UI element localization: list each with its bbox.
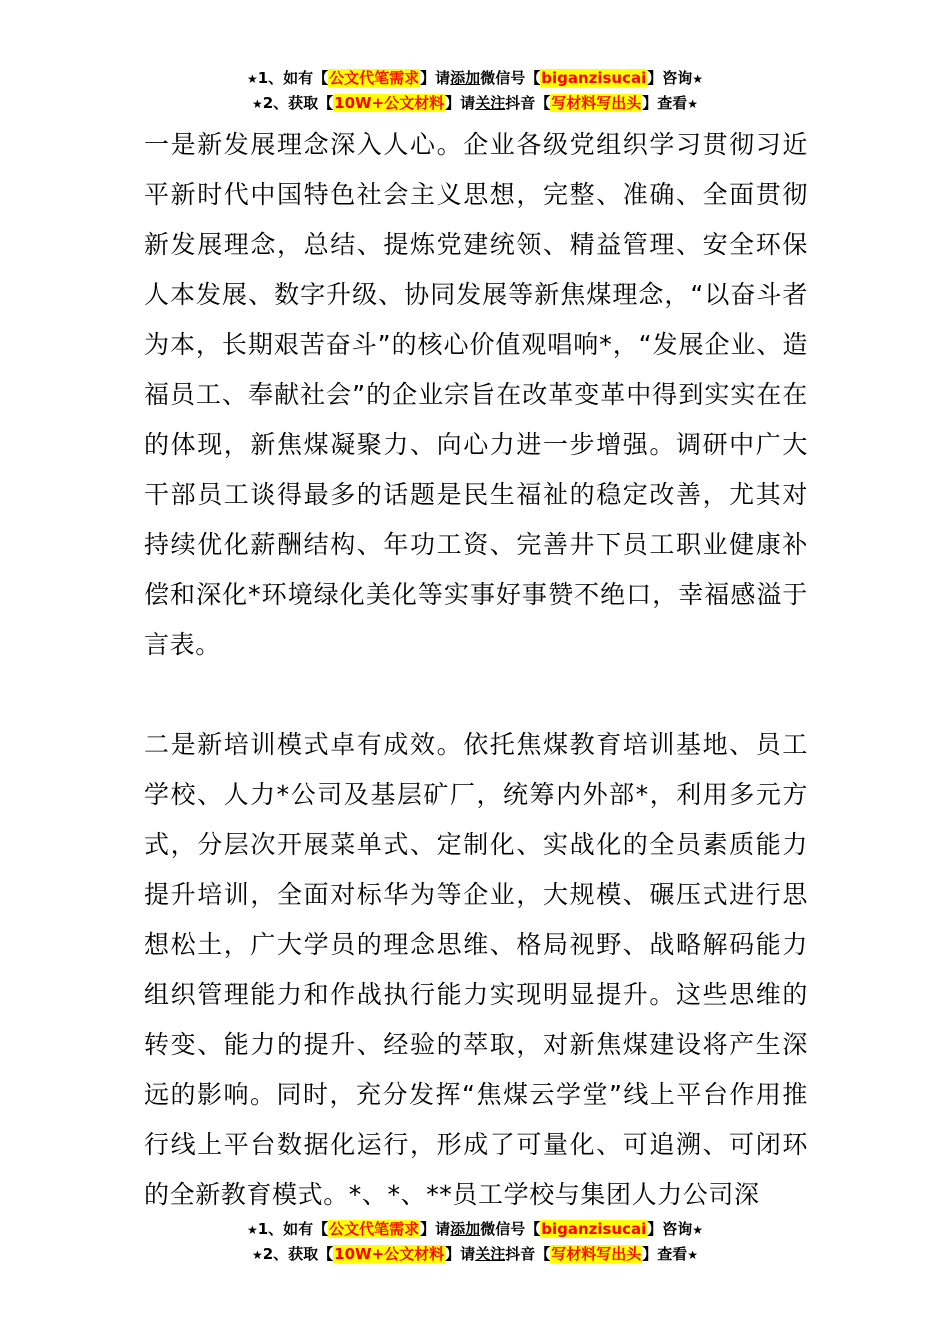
star-icon: ★ [251,1248,263,1262]
document-body [144,120,808,1220]
banner-underlined: 添加 [450,69,481,87]
banner-text: 抖音【 [505,94,551,112]
banner-line-1 [0,66,950,91]
star-icon: ★ [251,97,263,111]
banner-text: 2、获取【 [262,1245,334,1263]
star-icon: ★ [246,72,258,86]
banner-line-2 [0,1242,950,1267]
banner-text: 】请 [420,69,451,87]
banner-text: 1、如有【 [257,69,329,87]
star-icon: ★ [692,1223,704,1237]
banner-highlight: 10W+公文材料 [334,94,445,112]
paragraph-spacer [144,670,808,720]
banner-highlight: 10W+公文材料 [334,1245,445,1263]
douyin-id-highlight: 写材料写出头 [551,94,642,112]
banner-text: 】请 [445,94,476,112]
banner-text: 1、如有【 [257,1220,329,1238]
banner-highlight: 公文代笔需求 [329,1220,420,1238]
paragraph-new-training-model: 二是新培训模式卓有成效。依托焦煤教育培训基地、员工学校、人力*公司及基层矿厂，统筹内外部*，利用多元方式，分层次开展菜单式、定制化、实战化的全员素质能力提升培训，全面对标华为等企业，大规模、碾压式进行思想松土，广大学员的理念思维、格局视野、战略解码能力组织管理能力和作战执行能力实现明显提升。这些思维的转变、能力的提升、经验的萃取，对新焦煤建设将产生深远的影响。同时，充分发挥“焦煤云学堂”线上平台作用推行线上平台数据化运行，形成了可量化、可追溯、可闭环的全新教育模式。*、*、**员工学校与集团人力公司深 [144,730,808,1209]
banner-underlined: 关注 [475,1245,506,1263]
banner-text: 】查看 [642,94,688,112]
banner-line-1 [0,1217,950,1242]
banner-text: 2、获取【 [262,94,334,112]
banner-text: 】请 [420,1220,451,1238]
wechat-id-highlight: biganzisucai [541,1220,647,1238]
banner-text: 】咨询 [647,69,693,87]
bottom-banner [0,1217,950,1267]
banner-underlined: 添加 [450,1220,481,1238]
banner-underlined: 关注 [475,94,506,112]
star-icon: ★ [687,97,699,111]
star-icon: ★ [692,72,704,86]
star-icon: ★ [246,1223,258,1237]
banner-text: 微信号【 [480,69,541,87]
star-icon: ★ [687,1248,699,1262]
paragraph-new-development-concept: 一是新发展理念深入人心。企业各级党组织学习贯彻习近平新时代中国特色社会主义思想，完整、准确、全面贯彻新发展理念，总结、提炼党建统领、精益管理、安全环保人本发展、数字升级、协同发展等新焦煤理念，“以奋斗者为本，长期艰苦奋斗”的核心价值观唱响*，“发展企业、造福员工、奉献社会”的企业宗旨在改革变革中得到实实在在的体现，新焦煤凝聚力、向心力进一步增强。调研中广大干部员工谈得最多的话题是民生福祉的稳定改善，尤其对持续优化薪酬结构、年功工资、完善井下员工职业健康补偿和深化*环境绿化美化等实事好事赞不绝口，幸福感溢于言表。 [144,130,808,659]
banner-line-2 [0,91,950,116]
banner-text: 抖音【 [505,1245,551,1263]
wechat-id-highlight: biganzisucai [541,69,647,87]
douyin-id-highlight: 写材料写出头 [551,1245,642,1263]
banner-highlight: 公文代笔需求 [329,69,420,87]
banner-text: 】请 [445,1245,476,1263]
banner-text: 】咨询 [647,1220,693,1238]
banner-text: 】查看 [642,1245,688,1263]
top-banner [0,66,950,116]
banner-text: 微信号【 [480,1220,541,1238]
